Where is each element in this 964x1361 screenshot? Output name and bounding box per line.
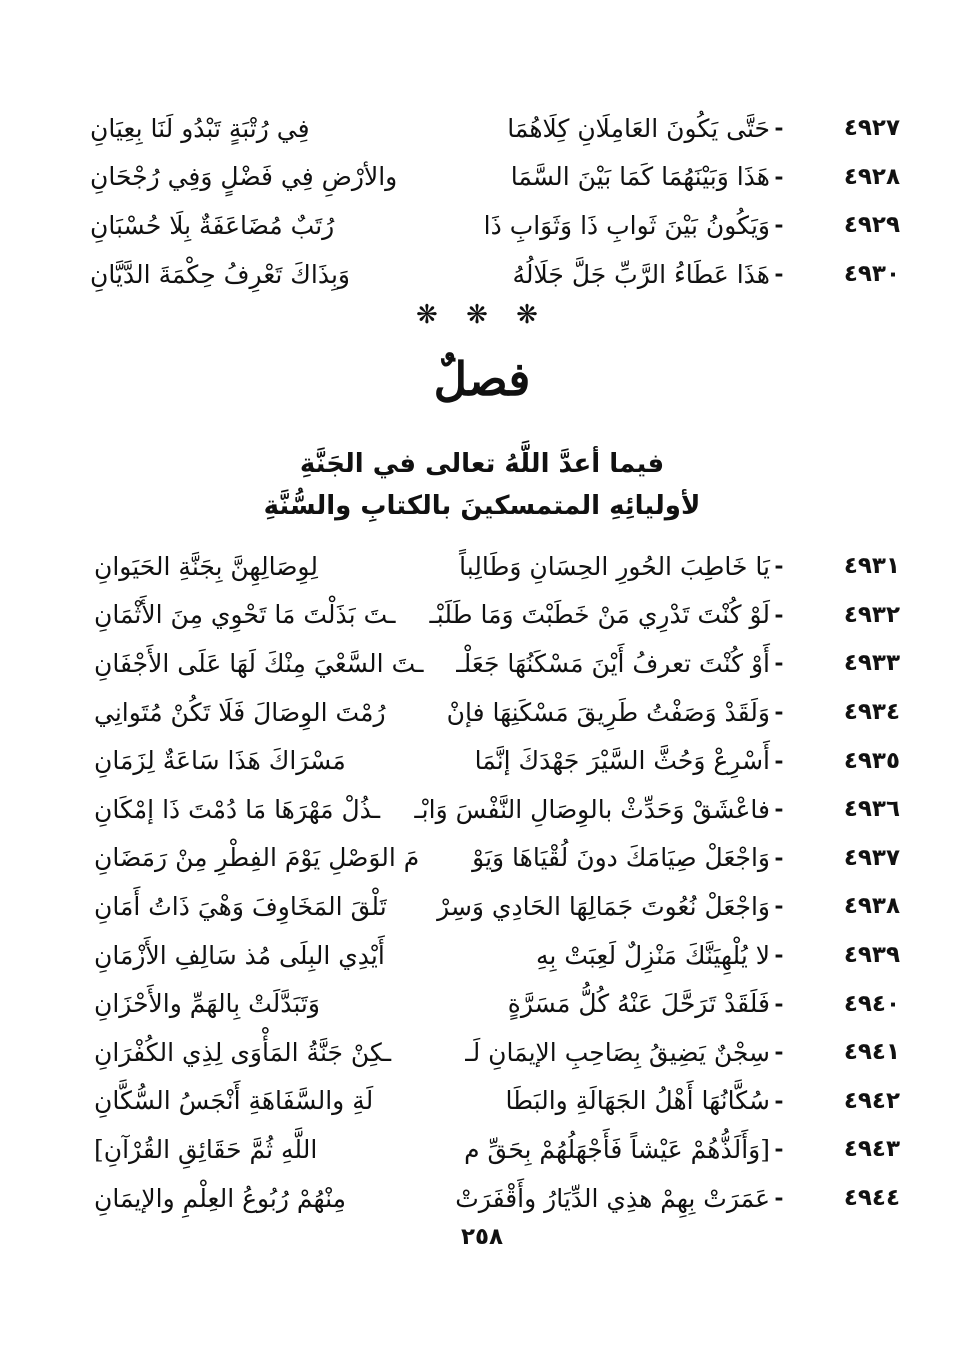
- verse-second-hemistich: رُمْتَ الوِصَالَ فَلَا تَكُنْ مُتَوانِي: [94, 697, 386, 727]
- verse-dash: -: [774, 553, 784, 580]
- verse-second-hemistich: والأرْضِ فِي فَضْلٍ وَفِي رُجْحَانِ: [90, 162, 398, 192]
- verse-second-hemistich: مِنْهُمْ رُبُوعُ العِلْمِ والإيمَانِ: [94, 1183, 347, 1213]
- verse-row: [80, 785, 900, 834]
- verse-second-hemistich: لِوِصَالِهِنَّ بِجَنَّةِ الحَيَوانِ: [94, 551, 318, 581]
- verse-first-hemistich: حَتَّى يَكُونَ العَامِلَانِ كِلَاهُمَا: [507, 113, 770, 143]
- verse-row: [80, 979, 900, 1028]
- verse-dash: -: [774, 796, 784, 823]
- section-heading-line1: فيما أعدَّ اللَّهُ تعالى في الجَنَّةِ: [299, 449, 665, 479]
- verse-row: [80, 688, 900, 737]
- verse-dash: -: [774, 1185, 784, 1212]
- verse-dash: -: [774, 942, 784, 969]
- verse-first-hemistich: فاعْشَقْ وَحَدِّثْ بالوِصَالِ النَّفْسَ وَابْـ: [414, 794, 770, 824]
- verse-number: ٤٩٤٢: [843, 1087, 900, 1114]
- verse-number: ٤٩٣٠: [843, 261, 900, 288]
- verse-row: [80, 542, 900, 591]
- verse-first-hemistich: فَلَقَدْ تَرَحَّلَ عَنْهُ كُلُّ مَسَرَّةٍ: [507, 989, 770, 1019]
- verse-number: ٤٩٢٧: [843, 115, 900, 142]
- verse-second-hemistich: رُتَبٌ مُضَاعَفَةٌ بِلَا حُسْبَانِ: [90, 210, 335, 240]
- verse-second-hemistich: وَبِذَاكَ تَعْرِفُ حِكْمَةَ الدَّيَّانِ: [90, 259, 351, 289]
- verse-first-hemistich: [وَأَلَذُّهُمْ عَيْشاً فَأَجْهَلُهُمْ بِحَقِّ م: [464, 1134, 770, 1164]
- verse-first-hemistich: سِجْنٌ يَضِيقُ بِصَاحِبِ الإيمَانِ لَـ: [465, 1037, 770, 1067]
- verse-first-hemistich: عَمَرَتْ بِهِمْ هذِي الدِّيَارُ وأَقْفَرَتْ: [455, 1183, 770, 1213]
- verse-row: [80, 1028, 900, 1077]
- verse-block-main: [80, 542, 900, 1222]
- verse-first-hemistich: وَيَكُونُ بَيْنَ ثَوابِ ذَا وَثَوَابِ ذَا: [483, 210, 770, 240]
- verse-dash: -: [774, 747, 784, 774]
- verse-row: [80, 736, 900, 785]
- verse-dash: -: [774, 1136, 784, 1163]
- verse-block-top: [80, 104, 900, 298]
- verse-dash: -: [774, 601, 784, 628]
- verse-dash: -: [774, 990, 784, 1017]
- verse-second-hemistich: اللَّهِ ثُمَّ حَقَائِقِ القُرْآنِ]: [94, 1134, 318, 1164]
- verse-row: [80, 882, 900, 931]
- verse-second-hemistich: ـتَ السَّعْيَ مِنْكَ لَهَا عَلَى الأَجْفَانِ: [94, 648, 424, 678]
- verse-first-hemistich: أَوْ كُنْتَ تعرفُ أَيْنَ مَسْكَنُهَا جَعَلْـ: [456, 648, 770, 678]
- verse-first-hemistich: يَا خَاطِبَ الحُورِ الحِسَانِ وَطَالِباً: [459, 551, 770, 581]
- verse-first-hemistich: هَذَا عَطَاءُ الرَّبِّ جَلَّ جَلَالُهُ: [512, 259, 770, 289]
- verse-second-hemistich: ـذُلْ مَهْرَهَا مَا دُمْتَ ذَا إمْكَانِ: [94, 794, 381, 824]
- verse-second-hemistich: تَلْقَ المَخَاوِفَ وَهْيَ ذَاتُ أَمَانِ: [94, 891, 387, 921]
- verse-first-hemistich: أَسْرِعْ وَحُثَّ السَّيْرَ جَهْدَكَ إنَّمَا: [474, 746, 770, 776]
- verse-second-hemistich: ـكِنْ جَنَّةُ المَأْوَى لِذِي الكُفْرَانِ: [94, 1037, 392, 1067]
- verse-row: [80, 639, 900, 688]
- verse-row: [80, 104, 900, 153]
- verse-number: ٤٩٤٣: [843, 1136, 900, 1163]
- verse-row: [80, 1125, 900, 1174]
- verse-first-hemistich: هَذَا وَبَيْنَهُمَا كَمَا بَيْنَ السَّمَا: [510, 162, 770, 192]
- verse-number: ٤٩٣٢: [843, 601, 900, 628]
- verse-first-hemistich: لا يُلْهِيَنَّكَ مَنْزِلٌ لَعِبَتْ بِهِ: [536, 940, 770, 970]
- section-heading-line2: لأوليائِهِ المتمسكينَ بالكتابِ والسُّنَّةِ: [263, 491, 701, 521]
- verse-second-hemistich: لَةِ والسَّفَاهَةِ أَنْجَسُ السُّكَّانِ: [94, 1086, 374, 1116]
- verse-first-hemistich: وَاجْعَلْ نُعُوتَ جَمَالِهَا الحَادِي وَسِرْ: [437, 891, 770, 921]
- verse-second-hemistich: أَيْدِي البِلَى مُذ سَالِفِ الأَزْمَانِ: [94, 940, 385, 970]
- section-label: فصلٌ: [433, 352, 531, 406]
- verse-row: [80, 153, 900, 202]
- verse-number: ٤٩٢٨: [843, 163, 900, 190]
- verse-second-hemistich: وَتَبَدَّلَتْ بِالهَمِّ والأَحْزَانِ: [94, 989, 320, 1019]
- verse-row: [80, 931, 900, 980]
- verse-dash: -: [774, 115, 784, 142]
- verse-second-hemistich: مَسْرَاكَ هَذَا سَاعَةٌ لِزَمَانِ: [94, 746, 346, 776]
- verse-row: [80, 834, 900, 883]
- verse-first-hemistich: وَلَقَدْ وَصَفْتُ طَرِيقَ مَسْكَنِهَا فإنْ: [446, 697, 770, 727]
- verse-row: [80, 591, 900, 640]
- verse-row: [80, 1077, 900, 1126]
- verse-number: ٤٩٤١: [843, 1039, 900, 1066]
- verse-second-hemistich: ـتَ بَذَلْتَ مَا تَحْوِي مِنَ الأَثْمَانِ: [94, 600, 396, 630]
- verse-number: ٤٩٣٥: [843, 747, 900, 774]
- verse-number: ٤٩٤٠: [843, 990, 900, 1017]
- verse-dash: -: [774, 893, 784, 920]
- verse-row: [80, 1174, 900, 1223]
- verse-dash: -: [774, 1087, 784, 1114]
- verse-dash: -: [774, 261, 784, 288]
- verse-dash: -: [774, 163, 784, 190]
- verse-row: [80, 201, 900, 250]
- section-separator: ❋ ❋ ❋: [416, 300, 548, 330]
- verse-first-hemistich: لَوْ كُنْتَ تَدْرِي مَنْ خَطَبْتَ وَمَا طَلَبْـ: [429, 600, 770, 630]
- verse-dash: -: [774, 844, 784, 871]
- verse-row: [80, 250, 900, 299]
- verse-first-hemistich: وَاجْعَلْ صِيَامَكَ دونَ لُقْيَاهَا وَيَوْ: [472, 843, 770, 873]
- verse-number: ٤٩٣٩: [843, 942, 900, 969]
- page-number: ٢٥٨: [460, 1224, 504, 1250]
- verse-dash: -: [774, 1039, 784, 1066]
- verse-number: ٤٩٣١: [843, 553, 900, 580]
- verse-number: ٤٩٣٤: [843, 699, 900, 726]
- verse-second-hemistich: مَ الوَصْلِ يَوْمَ الفِطْرِ مِنْ رَمَضَانِ: [94, 843, 420, 873]
- verse-second-hemistich: فِي رُتْبَةٍ تَبْدُو لَنَا بِعِيَانِ: [90, 113, 310, 143]
- verse-first-hemistich: سُكَّانُهَا أَهْلُ الجَهَالَةِ والبَطَا: [505, 1086, 770, 1116]
- verse-dash: -: [774, 650, 784, 677]
- verse-number: ٤٩٣٨: [843, 893, 900, 920]
- verse-number: ٤٩٣٦: [843, 796, 900, 823]
- verse-number: ٤٩٣٣: [843, 650, 900, 677]
- verse-number: ٤٩٣٧: [843, 844, 900, 871]
- verse-number: ٤٩٢٩: [843, 212, 900, 239]
- verse-number: ٤٩٤٤: [843, 1185, 900, 1212]
- verse-dash: -: [774, 212, 784, 239]
- verse-dash: -: [774, 699, 784, 726]
